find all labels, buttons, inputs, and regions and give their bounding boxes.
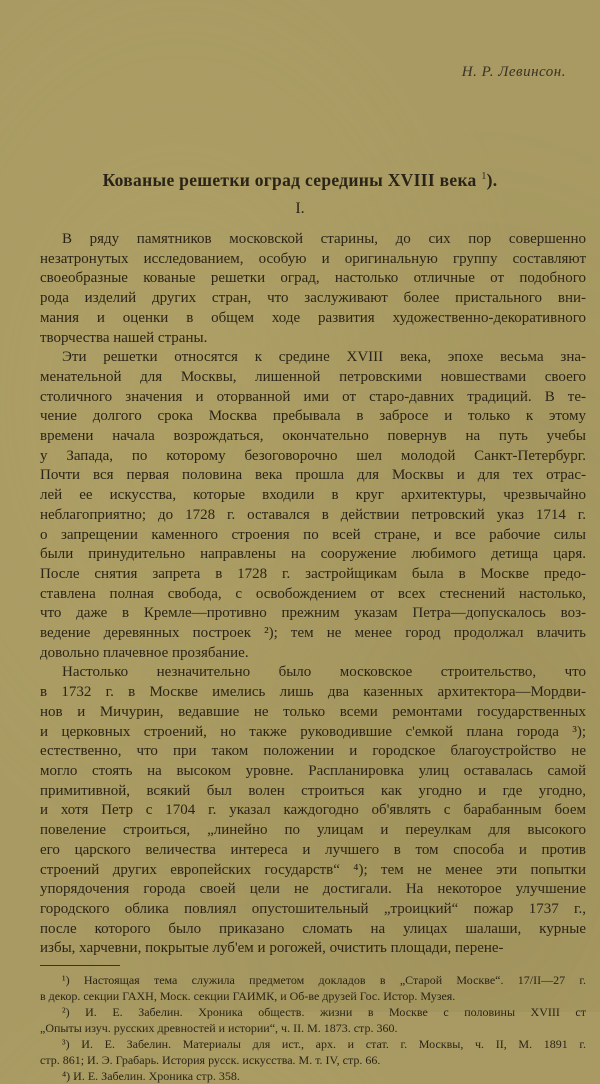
paragraph-line: После снятия запрета в 1728 г. застройщикам была в Москве предо-	[40, 565, 586, 582]
paragraph-line: повеление строиться, „линейно по улицам и переулкам для высокого	[40, 822, 586, 839]
paragraph-line: нов и Мичурин, ведавшие не только всеми ремонтами государственных	[40, 703, 586, 720]
paragraph-line: о запрещении каменного строения по всей стране, и все рабочие силы	[40, 526, 586, 543]
paragraph-line: Почти вся первая половина века прошла для Москвы и для тех отрас-	[40, 467, 586, 484]
author-name: Н. Р. Левинсон.	[461, 64, 566, 80]
paragraph-line: после которого было приказано сломать на улицах шалаши, курные	[40, 920, 586, 937]
paragraph-line: неблагоприятно; до 1728 г. оставался в действии петровский указ 1714 г.	[40, 506, 586, 523]
paragraph-line: В ряду памятников московской старины, до сих пор совершенно	[62, 231, 586, 247]
paragraph-line: рода изделий других стран, что заслуживают более пристального вни-	[40, 290, 586, 307]
footnote-separator	[40, 965, 120, 966]
paragraph-line: могло стоять на высоком уровне. Распланировка улиц оставалась самой	[40, 762, 586, 779]
paragraph-line: избы, харчевни, покрытые луб'ем и рогожей, очистить площади, перене-	[40, 940, 504, 957]
paragraph-line: довольно плачевное прозябание.	[40, 644, 249, 661]
paragraph-line: и церковных строений, но также руководившие с'емкой плана города ³);	[40, 723, 586, 740]
paragraph-line: творчества нашей страны.	[40, 329, 208, 346]
footnote-line: ⁴) И. Е. Забелин. Хроника стр. 358.	[62, 1069, 240, 1083]
footnote-line: в декор. секции ГАХН, Моск. секции ГАИМК, и Об-ве друзей Гос. Истор. Музея.	[40, 989, 456, 1003]
article-title	[0, 170, 600, 191]
paragraph-line: своеобразные кованые решетки оград, настолько отличные от подобного	[40, 270, 586, 287]
paragraph-line: упорядочения города своей цели не достигали. На некоторое улучшение	[40, 881, 586, 898]
paragraph-line: строений других европейских государств“ ⁴); тем не менее эти попытки	[40, 861, 586, 878]
section-number: I.	[295, 200, 305, 217]
title-tail: ).	[486, 170, 498, 190]
paragraph-line: естественно, что при таком положении и городское благоустройство не	[40, 743, 586, 760]
footnotes	[40, 972, 586, 1084]
paragraph-line: Настолько незначительно было московское строительство, что	[62, 664, 586, 681]
footnote-line: ²) И. Е. Забелин. Хроника обществ. жизни в Москве с половины XVIII ст	[62, 1005, 586, 1019]
paragraph-line: у Запада, по которому безоговорочно шел молодой Санкт-Петербург.	[40, 447, 586, 464]
paragraph-line: лей ее искусства, которые входили в круг архитектуры, чрезвычайно	[40, 487, 586, 504]
paragraph-line: незатронутых исследованием, особую и оригинальную группу составляют	[40, 250, 586, 267]
footnote-line: ³) И. Е. Забелин. Материалы для ист., арх. и стат. г. Москвы, ч. II, М. 1891 г.	[62, 1037, 586, 1051]
paragraph-line: его царского величества интереса и лучшего в том способа и против	[40, 841, 586, 858]
paragraph-line: были принудительно направлены на сооружение любимого детища царя.	[40, 546, 586, 563]
footnote-ref: 1	[481, 171, 487, 183]
paragraph-line: что даже в Кремле—противно прежним указам Петра—допускалось воз-	[40, 605, 586, 622]
paragraph-line: ставлена полная свобода, с освобождением от всех стеснений настолько,	[40, 585, 586, 602]
paragraph-line: ведение деревянных построек ²); тем не менее город продолжал влачить	[40, 625, 586, 642]
paragraph-line: чение долгого срока Москва пребывала в забросе и только к этому	[40, 408, 586, 425]
paragraph-line: в 1732 г. в Москве имелись лишь два казенных архитектора—Мордви-	[40, 684, 586, 701]
paragraph-line: и хотя Петр с 1704 г. указал каждогодно об'являть с барабанным боем	[40, 802, 586, 819]
paragraph-line: мания и оценки в общем ходе развития художественно-декоративного	[40, 309, 586, 326]
footnote-line: стр. 861; И. Э. Грабарь. История русск. искусства. М. т. IV, стр. 66.	[40, 1053, 381, 1067]
paragraph-line: менательной для Москвы, лишенной петровскими новшествами своего	[40, 368, 586, 385]
article-body	[40, 230, 586, 959]
paragraph-line: времени начала возрождаться, окончательно повернув на путь учебы	[40, 428, 586, 445]
paragraph-line: городского облика повлиял опустошительный „троицкий“ пожар 1737 г.,	[40, 900, 586, 917]
paragraph-line: примитивной, всякий был волен строиться как угодно и где угодно,	[40, 782, 586, 799]
title-text: Кованые решетки оград середины XVIII века	[102, 170, 477, 190]
footnote-line: „Опыты изуч. русских древностей и истории“, ч. II. М. 1873. стр. 360.	[40, 1021, 398, 1035]
paragraph-line: Эти решетки относятся к средине XVIII века, эпохе весьма зна-	[62, 349, 586, 366]
paragraph-line: столичного значения и оторванной ими от старо-давних традиций. В те-	[40, 388, 586, 405]
footnote-line: ¹) Настоящая тема служила предметом докладов в „Старой Москве“. 17/II—27 г.	[62, 973, 586, 987]
